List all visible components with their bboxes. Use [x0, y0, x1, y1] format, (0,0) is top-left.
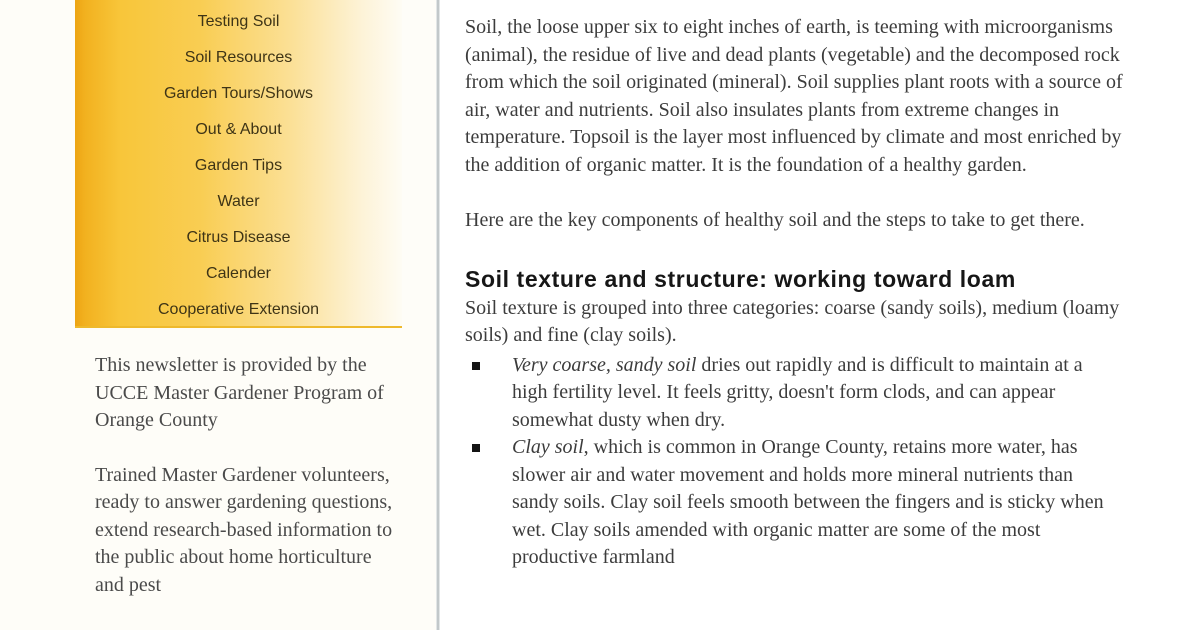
list-item-text	[488, 352, 1123, 435]
sidebar-nav	[75, 0, 402, 328]
texture-intro-paragraph: Soil texture is grouped into three categories: coarse (sandy soils), medium (loamy soils) and fine (clay soils).	[465, 296, 1120, 346]
sidebar-item-garden-tours-shows[interactable]: Garden Tours/Shows	[163, 85, 314, 102]
sidebar-item-water[interactable]: Water	[217, 193, 260, 210]
column-divider	[436, 0, 440, 630]
list-item-lead: Clay soil	[512, 436, 584, 458]
square-bullet-icon	[472, 362, 480, 370]
section-heading-soil-texture: Soil texture and structure: working toward loam	[465, 265, 1016, 292]
sidebar-item-citrus-disease[interactable]: Citrus Disease	[186, 229, 291, 246]
list-item-sandy-soil	[465, 352, 1123, 435]
key-components-paragraph: Here are the key components of healthy soil and the steps to take to get there.	[465, 209, 1085, 231]
sidebar	[0, 0, 437, 630]
sidebar-item-out-and-about[interactable]: Out & About	[195, 121, 282, 138]
sidebar-item-calender[interactable]: Calender	[206, 265, 271, 282]
list-item-text	[488, 434, 1123, 572]
sidebar-about	[95, 352, 397, 599]
list-item-rest: dries out rapidly and is difficult to maintain at a high fertility level. It feels gritty, doesn't form clods, and can appear somewhat dusty when dry.	[512, 353, 1083, 431]
list-item-rest: , which is common in Orange County, retains more water, has slower air and water movement and holds more mineral nutrients than sandy soils. Clay soil feels smooth between the fingers and is sticky when wet. Clay soils amended with organic matter are some of the most productive farmland	[512, 436, 1104, 568]
soil-intro-paragraph: Soil, the loose upper six to eight inches of earth, is teeming with microorganisms (animal), the residue of live and dead plants (vegetable) and the decomposed rock from which the soil originated (mineral). Soil supplies plant roots with a source of air, water and nutrients. Soil also insulates plants from extreme changes in temperature. Topsoil is the layer most influenced by climate and most enriched by the addition of organic matter. It is the foundation of a healthy garden.	[465, 16, 1123, 176]
list-item-lead: Very coarse, sandy soil	[512, 353, 697, 376]
square-bullet-icon	[472, 444, 480, 452]
sidebar-item-garden-tips[interactable]: Garden Tips	[194, 157, 283, 174]
sidebar-item-soil-resources[interactable]: Soil Resources	[184, 49, 293, 66]
volunteers-description-text: Trained Master Gardener volunteers, ready to answer gardening questions, extend research-based information to the public about home horticulture and pest	[95, 463, 393, 596]
sidebar-item-testing-soil[interactable]: Testing Soil	[197, 13, 280, 30]
newsletter-provided-by-text: This newsletter is provided by the UCCE Master Gardener Program of Orange County	[95, 354, 384, 431]
article	[465, 0, 1123, 630]
soil-types-list	[465, 352, 1123, 572]
list-item-clay-soil	[465, 434, 1123, 572]
sidebar-item-cooperative-extension[interactable]: Cooperative Extension	[158, 301, 319, 318]
